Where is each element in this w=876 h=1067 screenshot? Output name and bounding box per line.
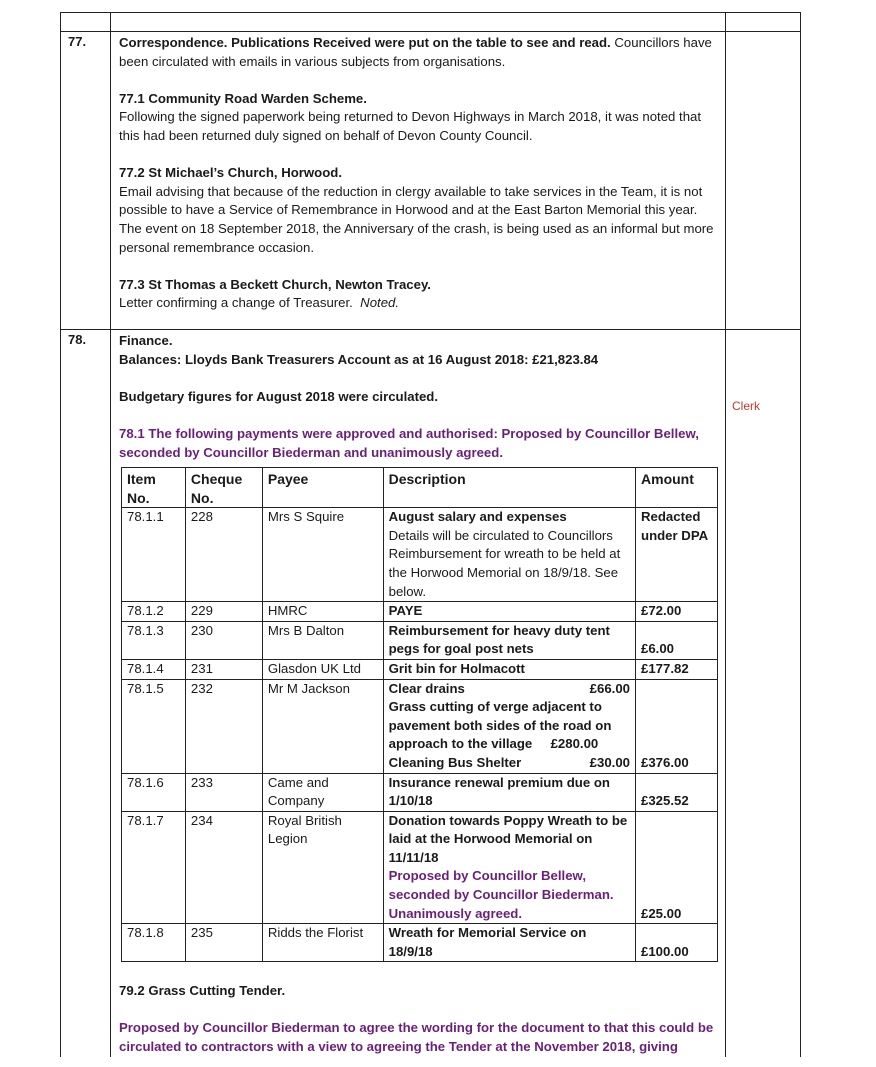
cell-description: Insurance renewal premium due on 1/10/18 [383, 773, 635, 811]
subsection-77-1-title: 77.1 Community Road Warden Scheme. [119, 90, 367, 106]
table-row [122, 679, 718, 773]
desc-main: Donation towards Poppy Wreath to be laid at the Horwood Memorial on 11/11/18 [388, 812, 628, 865]
desc-detail: Details will be circulated to Councillors Reimbursement for wreath to be held at the Horwood Memorial on 18/9/18. See below. [388, 527, 621, 599]
table-row [122, 659, 718, 679]
table-row [122, 602, 718, 622]
minutes-sheet [60, 12, 801, 1057]
desc-line-amount: £66.00 [589, 680, 631, 696]
desc-proposal: Proposed by Councillor Bellew, seconded by Councillor Biederman. Unanimously agreed. [388, 868, 614, 921]
header-payee: Payee [262, 468, 383, 508]
cell-amount: £177.82 [636, 659, 718, 679]
desc-line-text: Grass cutting of verge adjacent to pavement both sides of the road on approach to the village [388, 699, 612, 752]
grass-cutting-text: Proposed by Councillor Biederman to agree the wording for the document to that this could be circulated to contractors with a view to agreeing the Tender at the November 2018, giving [119, 1020, 714, 1054]
cell-amount: £25.00 [636, 811, 718, 924]
grass-cutting-section [119, 982, 719, 1056]
correspondence-heading: Correspondence. Publications Received were put on the table to see and read. [119, 35, 611, 50]
cell-description [383, 811, 635, 924]
cell-payee: HMRC [262, 602, 383, 622]
cell-cheque: 231 [185, 659, 262, 679]
correspondence-text: Councillors have been circulated with emails in various subjects from organisations. [119, 35, 712, 69]
cell-amount: £100.00 [636, 924, 718, 962]
cell-cheque: 235 [185, 924, 262, 962]
border-row77 [60, 329, 801, 330]
cell-item: 78.1.2 [122, 602, 186, 622]
finance-title: Finance. [119, 333, 173, 348]
desc-line [389, 754, 630, 773]
grass-cutting-title: 79.2 Grass Cutting Tender. [119, 983, 286, 998]
cell-amount: Redacted under DPA [636, 508, 718, 602]
desc-main: August salary and expenses [388, 509, 567, 525]
border-left [60, 12, 61, 1057]
cell-description: Reimbursement for heavy duty tent pegs for goal post nets [383, 621, 635, 659]
item-number-78: 78. [68, 332, 87, 347]
subsection-77-1-text: Following the signed paperwork being returned to Devon Highways in March 2018, it was noted that this had been returned duly signed on behalf of Devon County Council. [119, 109, 702, 143]
border-col1 [110, 12, 111, 1057]
cell-item: 78.1.6 [122, 773, 186, 811]
cell-item: 78.1.8 [122, 924, 186, 962]
payments-table [121, 467, 718, 962]
subsection-77-3-text: Letter confirming a change of Treasurer. [119, 295, 353, 311]
header-description: Description [383, 468, 635, 508]
cell-payee: Mrs B Dalton [262, 621, 383, 659]
item-number-77: 77. [68, 34, 87, 49]
cell-item: 78.1.5 [122, 679, 186, 773]
cell-description [383, 508, 635, 602]
table-header-row [122, 468, 718, 508]
header-amount: Amount [636, 468, 718, 508]
cell-item: 78.1.1 [122, 508, 186, 602]
cell-description: Wreath for Memorial Service on 18/9/18 [383, 924, 635, 962]
table-row [122, 508, 718, 602]
table-row [122, 924, 718, 962]
balances-line: Balances: Lloyds Bank Treasurers Account as at 16 August 2018: £21,823.84 [119, 351, 599, 367]
section-77 [119, 34, 719, 313]
cell-payee: Ridds the Florist [262, 924, 383, 962]
cell-amount: £325.52 [636, 773, 718, 811]
border-col2 [725, 12, 726, 1057]
cell-cheque: 234 [185, 811, 262, 924]
desc-line-text: Clear drains [388, 680, 465, 696]
cell-cheque: 233 [185, 773, 262, 811]
border-right [800, 12, 801, 1057]
desc-line [389, 698, 630, 754]
cell-item: 78.1.4 [122, 659, 186, 679]
cell-amount: £72.00 [636, 602, 718, 622]
header-cheque: Cheque No. [185, 468, 262, 508]
cell-cheque: 232 [185, 679, 262, 773]
desc-line-text: Cleaning Bus Shelter [388, 754, 522, 770]
cell-cheque: 230 [185, 621, 262, 659]
subsection-77-2-text: Email advising that because of the reduction in clergy available to take services in the Team, it is not possible to have a Service of Remembrance in Horwood and at the East Barton Memorial this year. The event on 18 September 2018, the Anniversary of the crash, is being used as an informal but more personal remembrance occasion. [119, 183, 714, 255]
cell-payee: Royal British Legion [262, 811, 383, 924]
cell-payee: Came and Company [262, 773, 383, 811]
cell-cheque: 229 [185, 602, 262, 622]
subsection-77-2-title: 77.2 St Michael’s Church, Horwood. [119, 165, 343, 181]
cell-payee: Mr M Jackson [262, 679, 383, 773]
desc-line [389, 680, 630, 699]
cell-amount: £376.00 [636, 679, 718, 773]
payments-intro: 78.1 The following payments were approved and authorised: Proposed by Councillor Bellew, seconded by Councillor Biederman and unanimously agreed. [119, 425, 699, 460]
border-top [60, 12, 801, 13]
cell-description: Grit bin for Holmacott [383, 659, 635, 679]
cell-item: 78.1.7 [122, 811, 186, 924]
table-row [122, 621, 718, 659]
cell-payee: Mrs S Squire [262, 508, 383, 602]
subsection-77-3-title: 77.3 St Thomas a Beckett Church, Newton Tracey. [119, 276, 431, 292]
header-item: Item No. [122, 468, 186, 508]
desc-line-amount: £280.00 [550, 736, 599, 752]
cell-item: 78.1.3 [122, 621, 186, 659]
cell-description: PAYE [383, 602, 635, 622]
correspondence-para [119, 34, 719, 71]
cell-amount: £6.00 [636, 621, 718, 659]
noted-label: Noted. [360, 295, 400, 311]
cell-description [383, 679, 635, 773]
budgetary-line: Budgetary figures for August 2018 were circulated. [119, 388, 439, 404]
table-row [122, 773, 718, 811]
border-row0 [60, 31, 801, 32]
desc-line-amount: £30.00 [589, 754, 631, 770]
table-row [122, 811, 718, 924]
cell-cheque: 228 [185, 508, 262, 602]
action-clerk: Clerk [732, 399, 761, 413]
section-78 [119, 332, 719, 462]
cell-payee: Glasdon UK Ltd [262, 659, 383, 679]
subsection-77-3-para [119, 294, 719, 313]
